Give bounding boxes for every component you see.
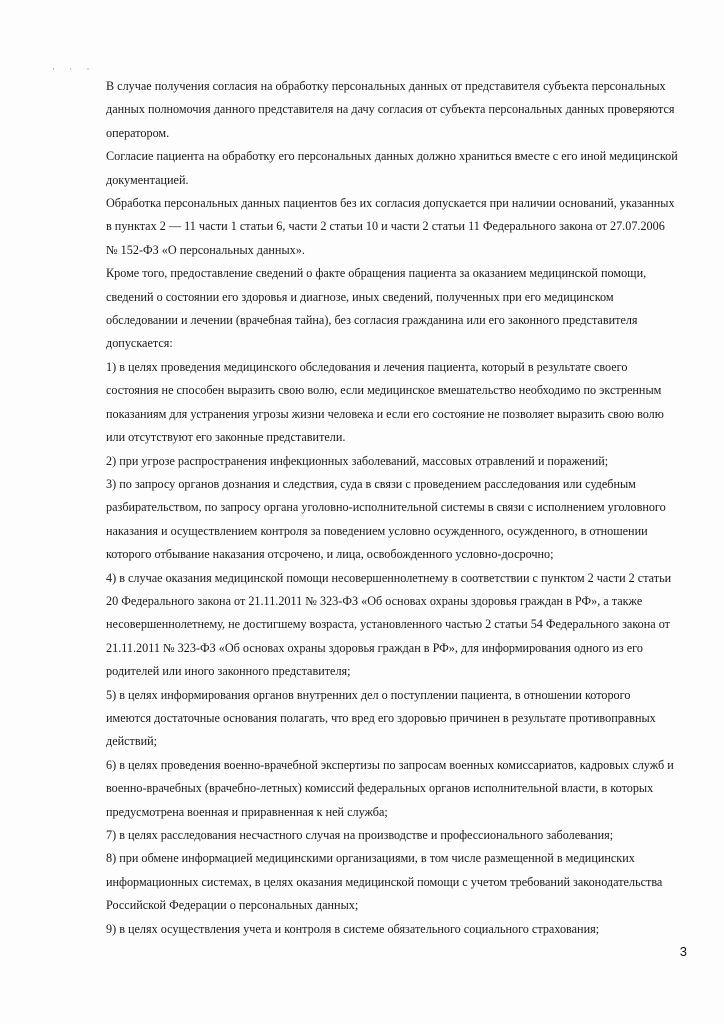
page-number: 3 [679,944,687,959]
list-item-1: 1) в целях проведения медицинского обследования и лечения пациента, который в результате своего состояния не способен выразить свою волю, если медицинское вмешательство необходимо по экстренным показаниям для устранения угрозы жизни человека и если его состояние не позволяет выразить свою волю или отсутствуют его законные представители. [106,359,664,445]
list-item-3: 3) по запросу органов дознания и следствия, суда в связи с проведением расследования или судебным разбирательством, по запросу органа уголовно-исполнительной системы в связи с исполнением уголовного наказания и осуществлением контроля за поведением условно осужденного, осужденного, в отношении которого отбывание наказания отсрочено, и лица, освобожденного условно-досрочно; [106,476,666,562]
list-item-8: 8) при обмене информацией медицинскими организациями, в том числе размещенной в медицинских информационных системах, в целях оказания медицинской помощи с учетом требований законодательства Российской Федерации о персональных данных; [106,851,663,913]
paragraph-processing-without-consent: Обработка персональных данных пациентов без их согласия допускается при наличии оснований, указанных в пунктах 2 — 11 части 1 статьи 6, части 2 статьи 10 и части 2 статьи 11 Федерального закона от 27.07.2006 № 152-ФЗ «О персональных данных». [106,196,675,257]
paragraph-consent-representative: В случае получения согласия на обработку персональных данных от представителя субъекта персональных данных полномочия данного представителя на дачу согласия от субъекта персональных данных проверяются оператором. [106,79,675,140]
list-item-6: 6) в целях проведения военно-врачебной экспертизы по запросам военных комиссариатов, кадровых служб и военно-врачебных (врачебно-летных) комиссий федеральных органов исполнительной власти, в которых предусмотрена военная и приравненная к ней служба; [106,757,674,819]
list-item-4: 4) в случае оказания медицинской помощи несовершеннолетнему в соответствии с пунктом 2 части 2 статьи 20 Федерального закона от 21.11.2011 № 323-ФЗ «Об основах охраны здоровья граждан в РФ», а также несовершеннолетнему, не достигшему возраста, установленного частью 2 статьи 54 Федерального закона от 21.11.2011 № 323-ФЗ «Об основах охраны здоровья граждан в РФ», для информирования одного из его родителей или иного законного представителя; [106,570,672,679]
list-item-5: 5) в целях информирования органов внутренних дел о поступлении пациента, в отношении которого имеются достаточные основания полагать, что вред его здоровью причинен в результате противоправных действий; [106,687,656,749]
list-item-9: 9) в целях осуществления учета и контроля в системе обязательного социального страхования; [106,921,600,936]
document-body [106,75,678,941]
scan-specks: · · · [52,64,96,74]
list-item-2: 2) при угрозе распространения инфекционных заболеваний, массовых отравлений и поражений; [106,453,609,468]
paragraph-consent-storage: Согласие пациента на обработку его персональных данных должно храниться вместе с его иной медицинской документацией. [106,149,678,187]
list-item-7: 7) в целях расследования несчастного случая на производстве и профессионального заболевания; [106,828,614,842]
paragraph-medical-secrecy: Кроме того, предоставление сведений о факте обращения пациента за оказанием медицинской помощи, сведений о состоянии его здоровья и диагнозе, иных сведений, полученных при его медицинском обследовании и лечении (врачебная тайна), без согласия гражданина или его законного представителя допускается: [106,266,647,351]
